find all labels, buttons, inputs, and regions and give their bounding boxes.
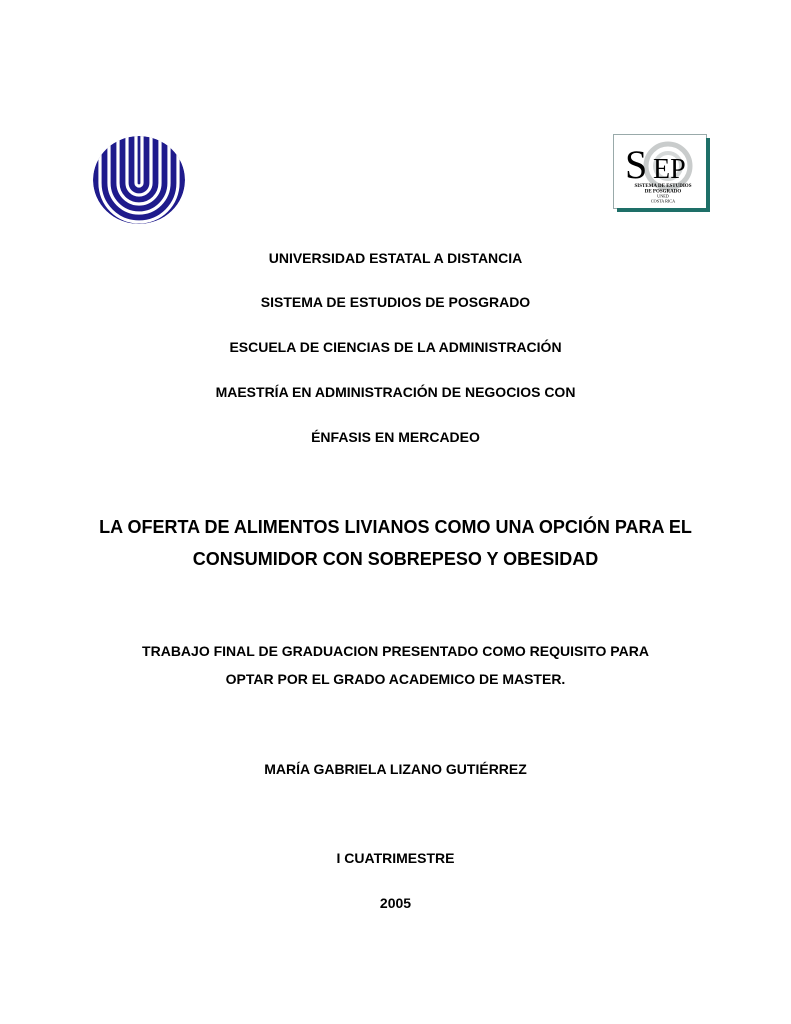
thesis-title-line-1: LA OFERTA DE ALIMENTOS LIVIANOS COMO UNA OPCIÓN PARA EL xyxy=(99,517,692,537)
sep-caption-2: DE POSGRADO xyxy=(644,189,682,195)
sep-logo-icon xyxy=(613,134,710,212)
sep-letters-ep: EP xyxy=(653,154,686,185)
uned-logo-icon xyxy=(92,135,186,225)
term: I CUATRIMESTRE xyxy=(336,850,455,866)
sep-caption-4: COSTA RICA xyxy=(650,198,676,204)
sep-caption-3: UNED xyxy=(657,193,669,199)
sep-caption-1: SISTEMA DE ESTUDIOS xyxy=(634,184,692,189)
school-name: ESCUELA DE CIENCIAS DE LA ADMINISTRACIÓN xyxy=(229,339,562,355)
sep-letter-s: S xyxy=(625,142,648,187)
system-name: SISTEMA DE ESTUDIOS DE POSGRADO xyxy=(260,294,531,310)
author-name: MARÍA GABRIELA LIZANO GUTIÉRREZ xyxy=(264,761,527,777)
program-line-2: ÉNFASIS EN MERCADEO xyxy=(311,429,480,445)
thesis-title-line-2: CONSUMIDOR CON SOBREPESO Y OBESIDAD xyxy=(192,549,599,569)
program-line-1: MAESTRÍA EN ADMINISTRACIÓN DE NEGOCIOS CON xyxy=(215,384,576,400)
year: 2005 xyxy=(379,895,412,911)
subtitle-line-2: OPTAR POR EL GRADO ACADEMICO DE MASTER. xyxy=(225,671,566,687)
subtitle-line-1: TRABAJO FINAL DE GRADUACION PRESENTADO COMO REQUISITO PARA xyxy=(142,643,649,659)
institution-name: UNIVERSIDAD ESTATAL A DISTANCIA xyxy=(268,250,523,266)
